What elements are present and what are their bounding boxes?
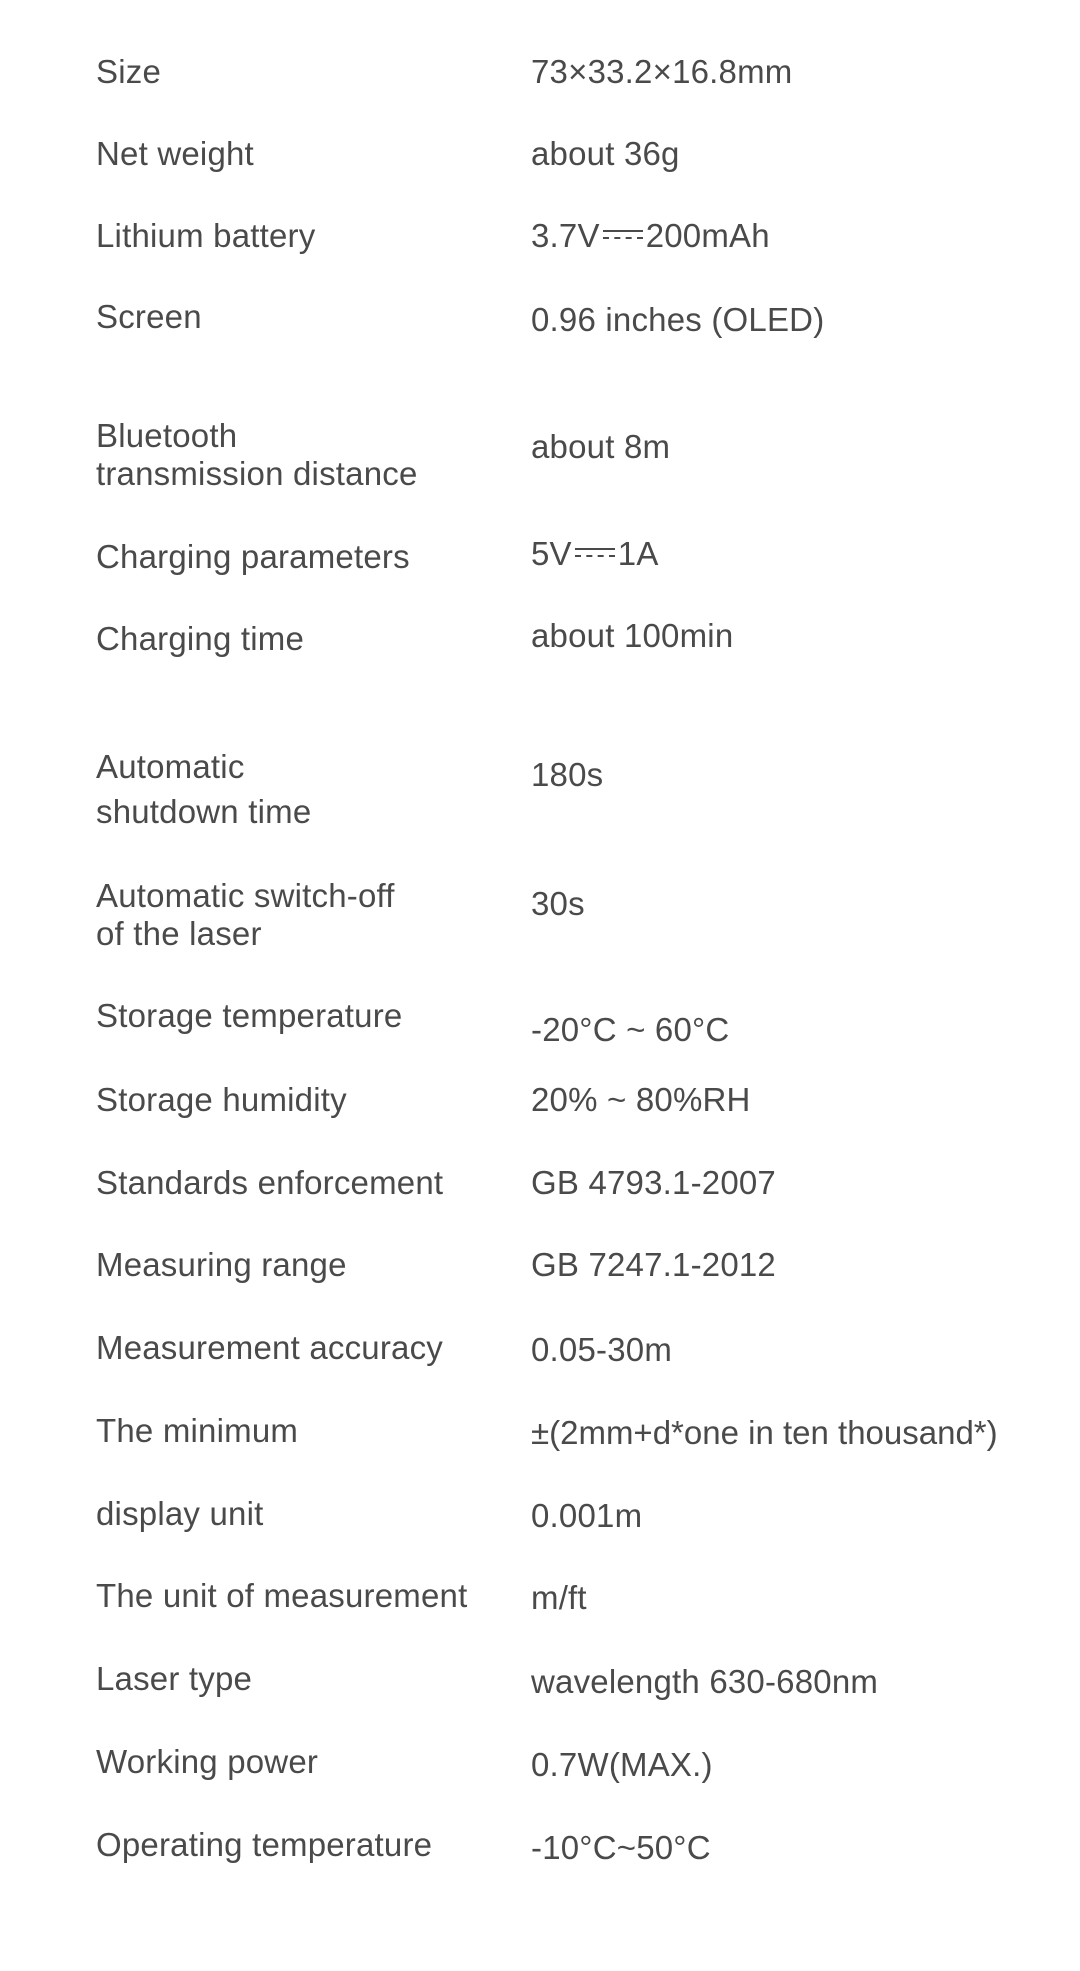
spec-value: about 36g	[531, 135, 680, 172]
spec-label: The minimum	[96, 1412, 299, 1449]
spec-value-voltage: 3.7V	[531, 217, 600, 254]
spec-label: Charging time	[96, 620, 305, 657]
spec-label: Laser type	[96, 1660, 253, 1697]
spec-label-line1: Automatic switch-off	[96, 877, 395, 914]
spec-value-voltage: 5V	[531, 535, 572, 572]
spec-value-capacity: 200mAh	[645, 217, 770, 254]
spec-value: 30s	[531, 885, 585, 922]
spec-label: Working power	[96, 1743, 319, 1780]
spec-label: Standards enforcement	[96, 1164, 444, 1201]
spec-value: about 8m	[531, 428, 671, 465]
spec-value: m/ft	[531, 1579, 587, 1616]
spec-label-line2: transmission distance	[96, 455, 418, 492]
spec-value: -20°C ~ 60°C	[531, 1011, 730, 1048]
spec-label: Storage humidity	[96, 1081, 347, 1118]
spec-value: 73×33.2×16.8mm	[531, 53, 793, 90]
spec-label: Measuring range	[96, 1246, 347, 1283]
spec-label: display unit	[96, 1495, 264, 1532]
spec-value: 0.001m	[531, 1497, 643, 1534]
dc-symbol-icon	[603, 228, 643, 242]
spec-value: 0.05-30m	[531, 1331, 673, 1368]
spec-label: The unit of measurement	[96, 1577, 468, 1614]
spec-value: 0.7W(MAX.)	[531, 1746, 713, 1783]
spec-value-current: 1A	[617, 535, 659, 572]
spec-value: 20% ~ 80%RH	[531, 1081, 751, 1118]
spec-label: Lithium battery	[96, 217, 316, 254]
spec-label: Net weight	[96, 135, 254, 172]
spec-label: Operating temperature	[96, 1826, 433, 1863]
spec-label: Size	[96, 53, 161, 90]
spec-label-line2: shutdown time	[96, 793, 312, 830]
spec-label-line1: Bluetooth	[96, 417, 238, 454]
spec-label: Storage temperature	[96, 997, 403, 1034]
spec-label: Charging parameters	[96, 538, 410, 575]
spec-value: GB 7247.1-2012	[531, 1246, 776, 1283]
spec-value	[531, 534, 659, 573]
spec-value: about 100min	[531, 617, 734, 654]
spec-value: ±(2mm+d*one in ten thousand*)	[531, 1414, 998, 1451]
spec-value: 180s	[531, 756, 604, 793]
spec-label: Measurement accuracy	[96, 1329, 443, 1366]
spec-value	[531, 216, 770, 255]
spec-label: Screen	[96, 298, 202, 335]
spec-value: GB 4793.1-2007	[531, 1164, 776, 1201]
spec-value: 0.96 inches (OLED)	[531, 301, 825, 338]
spec-value: -10°C~50°C	[531, 1829, 711, 1866]
spec-label-line2: of the laser	[96, 915, 262, 952]
spec-label-line1: Automatic	[96, 748, 245, 785]
spec-value: wavelength 630-680nm	[531, 1663, 879, 1700]
dc-symbol-icon	[575, 546, 615, 560]
